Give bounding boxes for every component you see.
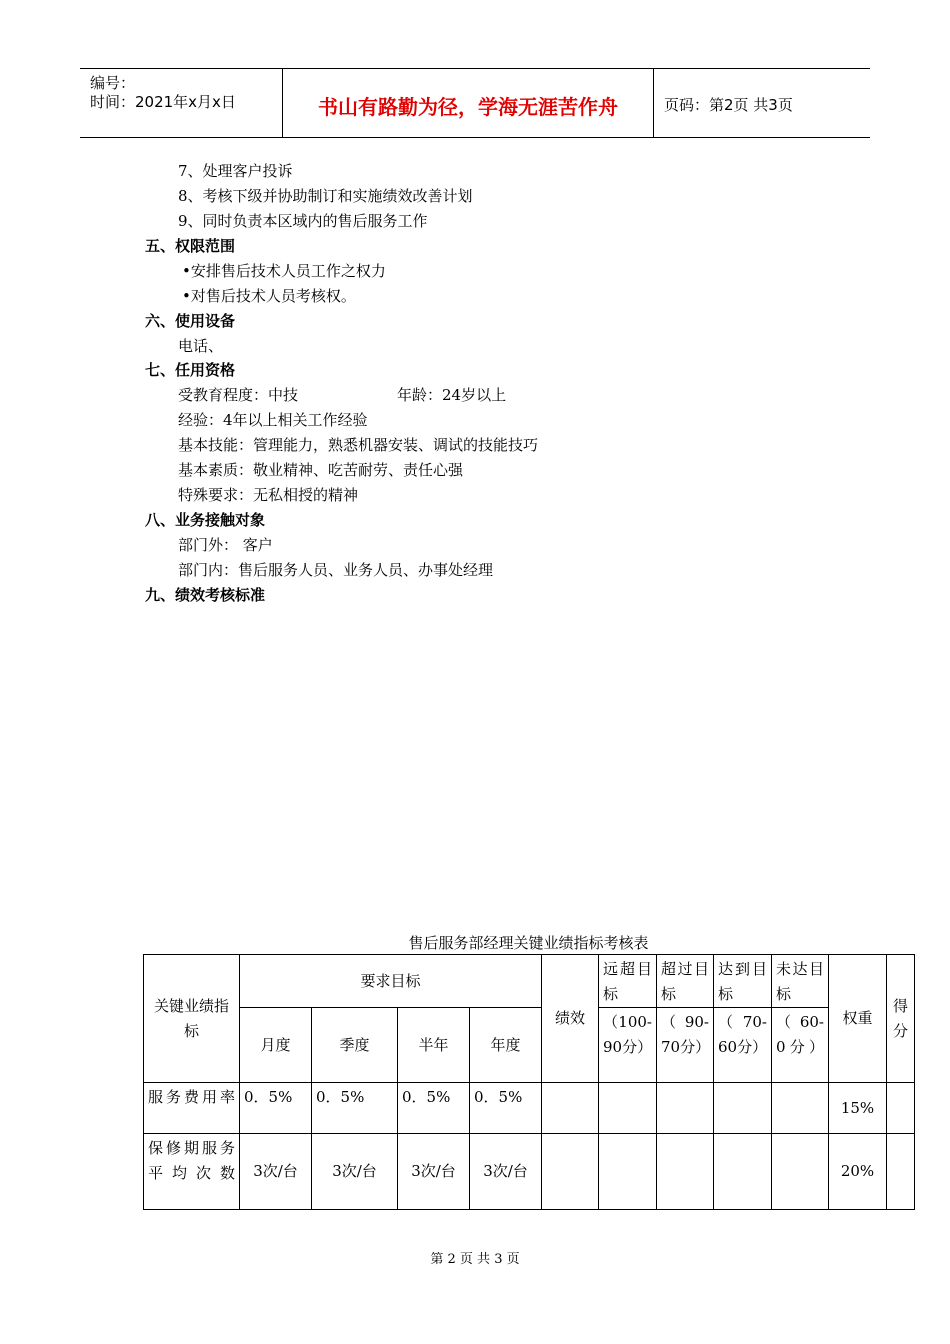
header-score: 得分	[887, 955, 915, 1083]
contact-external: 部门外： 客户	[178, 536, 273, 554]
header-exceed-range: （90-70分）	[657, 1008, 714, 1083]
kpi-name: 服务费用率	[144, 1083, 240, 1134]
kpi-name: 保修期服务平均次数	[144, 1134, 240, 1210]
header-quarterly: 季度	[312, 1008, 398, 1083]
exceed-cell	[657, 1083, 714, 1134]
far-exceed-cell	[599, 1083, 657, 1134]
section-heading-qualifications: 七、任用资格	[145, 361, 236, 379]
performance-cell	[542, 1083, 599, 1134]
duty-item: 9、同时负责本区域内的售后服务工作	[178, 212, 428, 230]
performance-cell	[542, 1134, 599, 1210]
reach-cell	[714, 1083, 772, 1134]
header-motto: 书山有路勤为径，学海无涯苦作舟	[318, 95, 618, 119]
section-heading-equipment: 六、使用设备	[145, 312, 236, 330]
target-quarterly: 0．5%	[312, 1083, 398, 1134]
qualification-skills: 基本技能：管理能力，熟悉机器安装、调试的技能技巧	[178, 436, 539, 454]
header-weight: 权重	[829, 955, 887, 1083]
header-half-year: 半年	[398, 1008, 470, 1083]
header-kpi: 关键业绩指标	[144, 955, 240, 1083]
header-performance: 绩效	[542, 955, 599, 1083]
target-annual: 0．5%	[470, 1083, 542, 1134]
target-monthly: 3次/台	[240, 1134, 312, 1210]
section-heading-contacts: 八、业务接触对象	[145, 511, 266, 529]
qualification-special: 特殊要求：无私相授的精神	[178, 486, 359, 504]
page-header	[80, 68, 870, 138]
document-date: 时间：2021年x月x日	[90, 93, 236, 111]
target-quarterly: 3次/台	[312, 1134, 398, 1210]
header-monthly: 月度	[240, 1008, 312, 1083]
header-below-range: （60-0分）	[772, 1008, 829, 1083]
below-cell	[772, 1083, 829, 1134]
serial-number: 编号：	[90, 74, 136, 92]
header-far-exceed-range: （100-90分）	[599, 1008, 657, 1083]
qualification-education: 受教育程度：中技	[178, 386, 299, 404]
duty-item: 8、考核下级并协助制订和实施绩效改善计划	[178, 187, 473, 205]
table-row	[144, 1083, 915, 1134]
page-indicator: 页码：第2页 共3页	[664, 96, 793, 114]
header-annual: 年度	[470, 1008, 542, 1083]
duty-item: 7、处理客户投诉	[178, 162, 293, 180]
exceed-cell	[657, 1134, 714, 1210]
target-annual: 3次/台	[470, 1134, 542, 1210]
header-far-exceed: 远超目标	[599, 955, 657, 1008]
score-cell	[887, 1134, 915, 1210]
section-heading-authority: 五、权限范围	[145, 237, 236, 255]
header-exceed: 超过目标	[657, 955, 714, 1008]
section-heading-kpi: 九、绩效考核标准	[145, 586, 266, 604]
target-half-year: 0．5%	[398, 1083, 470, 1134]
page-footer: 第 2 页 共 3 页	[430, 1252, 520, 1267]
table-row	[144, 1134, 915, 1210]
qualification-age: 年龄：24岁以上	[397, 386, 507, 404]
weight-cell: 15%	[829, 1083, 887, 1134]
header-reach-range: （70-60分）	[714, 1008, 772, 1083]
header-target: 要求目标	[240, 955, 542, 1008]
weight-cell: 20%	[829, 1134, 887, 1210]
target-half-year: 3次/台	[398, 1134, 470, 1210]
target-monthly: 0．5%	[240, 1083, 312, 1134]
header-below: 未达目标	[772, 955, 829, 1008]
kpi-table	[143, 954, 915, 1210]
header-reach: 达到目标	[714, 955, 772, 1008]
authority-item: •对售后技术人员考核权。	[182, 287, 356, 305]
header-middle-cell	[283, 69, 654, 137]
score-cell	[887, 1083, 915, 1134]
equipment-text: 电话、	[178, 337, 224, 355]
header-left-cell	[80, 69, 283, 137]
table-title: 售后服务部经理关键业绩指标考核表	[408, 934, 649, 952]
authority-item: •安排售后技术人员工作之权力	[182, 262, 386, 280]
reach-cell	[714, 1134, 772, 1210]
qualification-quality: 基本素质：敬业精神、吃苦耐劳、责任心强	[178, 461, 464, 479]
far-exceed-cell	[599, 1134, 657, 1210]
qualification-experience: 经验：4年以上相关工作经验	[178, 411, 368, 429]
contact-internal: 部门内：售后服务人员、业务人员、办事处经理	[178, 561, 494, 579]
below-cell	[772, 1134, 829, 1210]
header-right-cell	[654, 69, 870, 137]
